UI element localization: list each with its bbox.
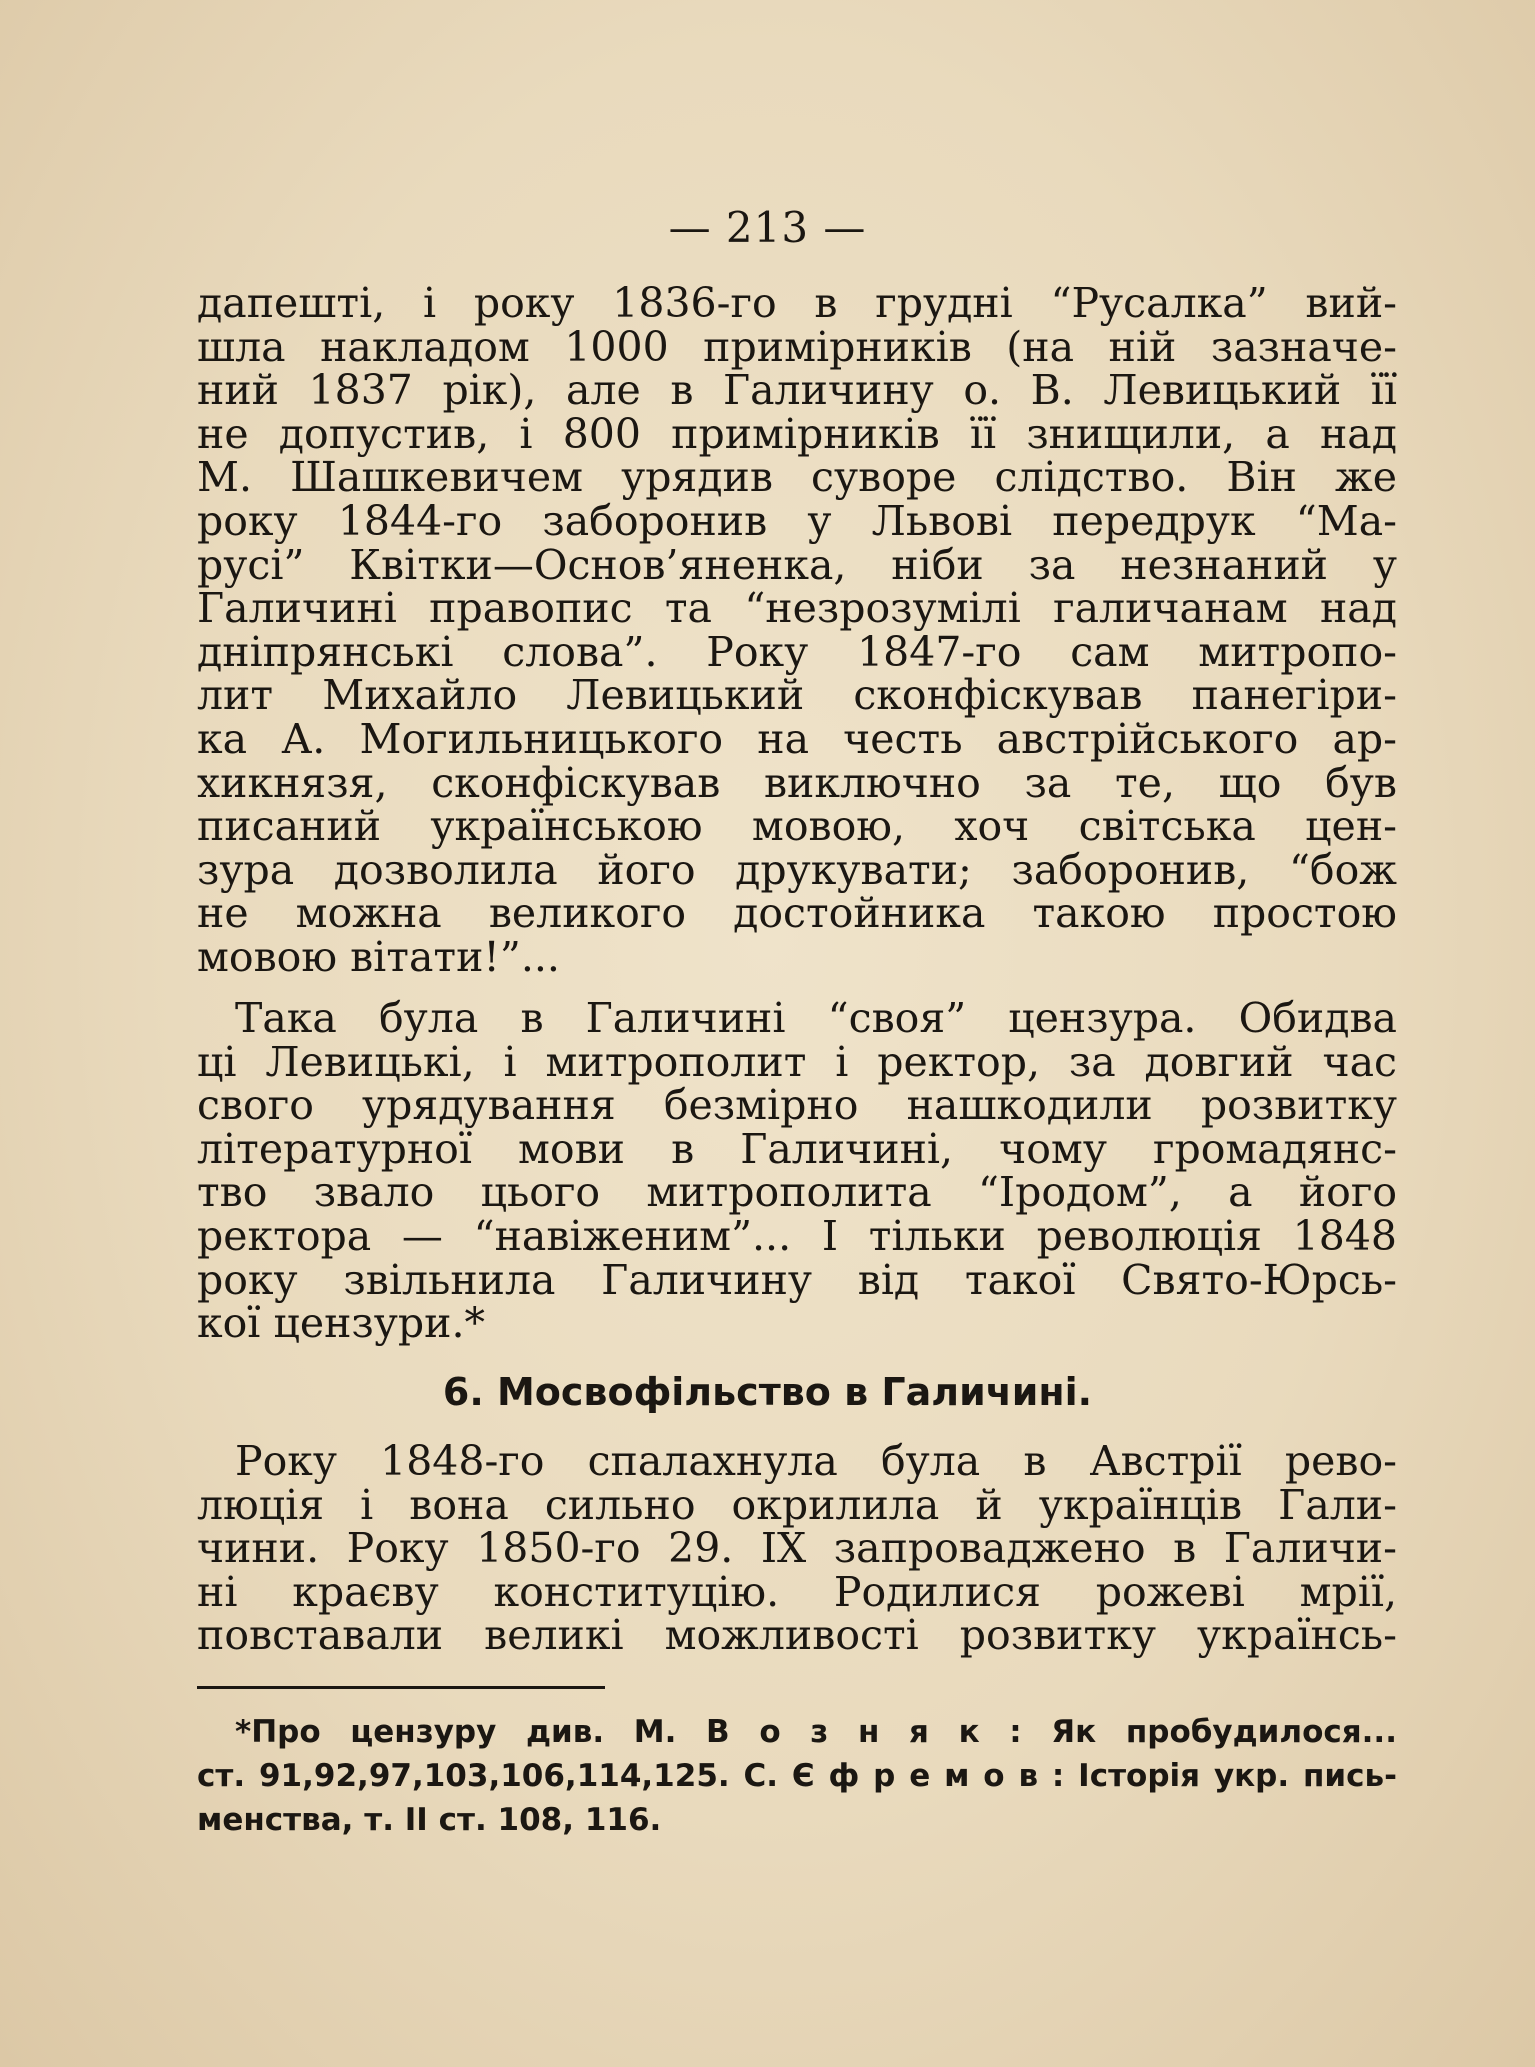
text-line: лит Михайло Левицький сконфіскував панегіри- <box>197 671 1397 720</box>
text-line: Року 1848-го спалахнула була в Австрії рево- <box>235 1437 1397 1485</box>
text-line: хикнязя, сконфіскував виключно за те, що був <box>197 758 1397 807</box>
text-line: тво звало цього митрополита “Іродом”, а його <box>197 1168 1397 1217</box>
text-line: не можна великого достойника такою простою <box>197 889 1397 938</box>
text-line: ректора — “навіженим”... І тільки революція 1848 <box>197 1211 1397 1260</box>
paragraph-2 <box>197 994 1397 1348</box>
footnote-divider <box>197 1686 605 1689</box>
text-line: Така була в Галичині “своя” цензура. Обидва <box>235 994 1397 1042</box>
text-line: повставали великі можливості розвитку українсь- <box>197 1611 1397 1660</box>
text-line: ці Левицькі, і митрополит і ректор, за довгий час <box>197 1037 1397 1086</box>
text-line: дніпрянські слова”. Року 1847-го сам митропо- <box>197 627 1397 676</box>
text-line: Галичині правопис та “незрозумілі галичанам над <box>197 584 1397 633</box>
text-line: літературної мови в Галичині, чому громадянс- <box>197 1124 1397 1173</box>
text-line: шла накладом 1000 примірників (на ній зазначе- <box>197 322 1397 371</box>
paragraph-1 <box>197 279 1397 981</box>
page-number: — 213 — <box>668 203 867 252</box>
text-line: ні краєву конституцію. Родилися рожеві мрії, <box>197 1567 1397 1616</box>
text-line: люція і вона сильно окрилила й українців Гали- <box>197 1480 1397 1529</box>
section-heading: 6. Мосвофільство в Галичині. <box>442 1370 1093 1414</box>
text-line: мовою вітати!”... <box>197 932 560 981</box>
text-line: М. Шашкевичем урядив суворе слідство. Він же <box>197 453 1397 502</box>
text-line: зура дозволила його друкувати; заборонив, “бож <box>197 845 1397 894</box>
text-line: року 1844-го заборонив у Львові передрук “Ма- <box>197 496 1397 545</box>
text-line: не допустив, і 800 примірників її знищили, а над <box>197 409 1397 458</box>
text-line: року звільнила Галичину від такої Свято-Юрсь- <box>197 1255 1397 1304</box>
text-line: кої цензури.* <box>197 1299 486 1348</box>
text-line: ний 1837 рік), але в Галичину о. В. Левицький її <box>197 366 1397 415</box>
footnote <box>197 1710 1397 1842</box>
footnote-line: *Про цензуру див. М. В о з н я к : Як пробудилося... <box>235 1714 1397 1750</box>
paragraph-3 <box>197 1437 1397 1660</box>
text-line: ка А. Могильницького на честь австрійського ар- <box>197 714 1397 763</box>
text-line: свого урядування безмірно нашкодили розвитку <box>197 1081 1397 1130</box>
text-line: чини. Року 1850-го 29. IX запроваджено в Галичи- <box>197 1524 1397 1573</box>
text-line: писаний українською мовою, хоч світська цен- <box>197 802 1397 851</box>
text-line: дапешті, і року 1836-го в грудні “Русалка” вий- <box>197 279 1397 327</box>
text-line: русі” Квітки—Основ’яненка, ніби за незнаний у <box>197 540 1397 589</box>
footnote-line: ст. 91,92,97,103,106,114,125. С. Є ф р е м о в : Історія укр. пись- <box>197 1758 1397 1794</box>
footnote-line: менства, т. II ст. 108, 116. <box>197 1802 662 1838</box>
